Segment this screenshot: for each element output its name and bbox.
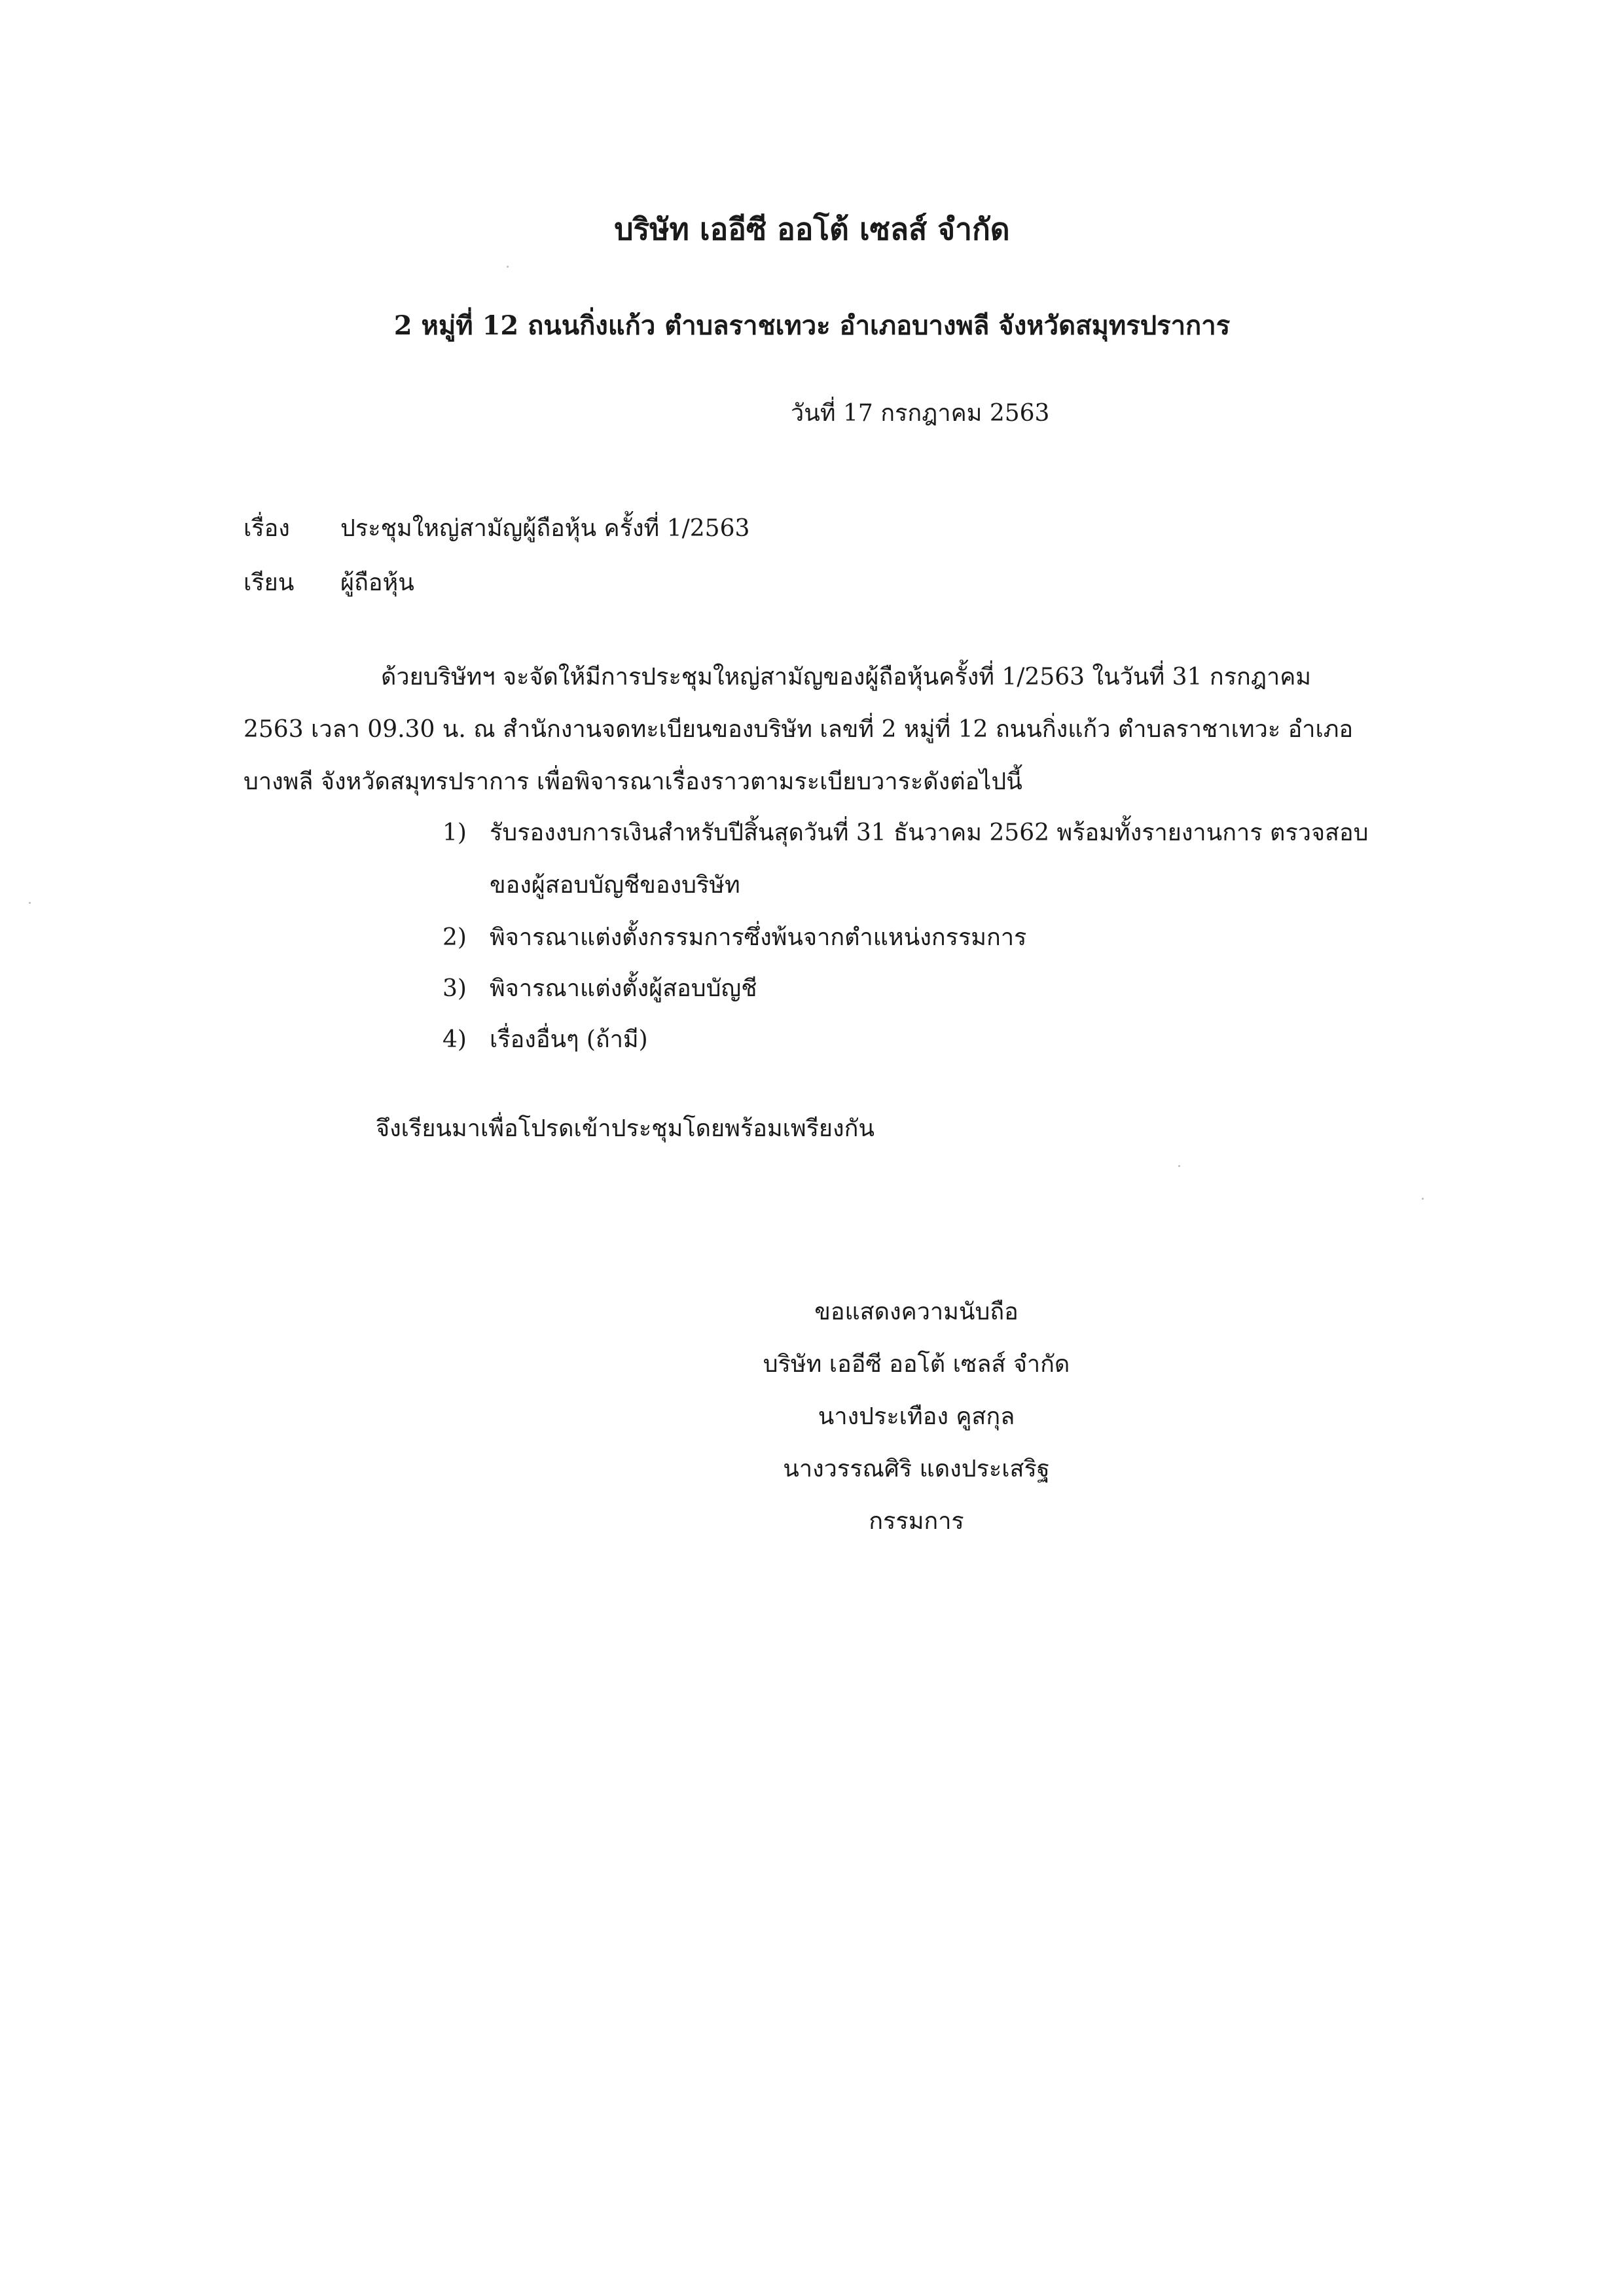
agenda-item-1-line-2: ของผู้สอบบัญชีของบริษัท xyxy=(490,872,740,899)
agenda-number-2: 2) xyxy=(442,924,467,951)
signature-position: กรรมการ xyxy=(869,1508,964,1535)
scan-speck xyxy=(1178,1165,1180,1167)
closing-text: จึงเรียนมาเพื่อโปรดเข้าประชุมโดยพร้อมเพรียงกัน xyxy=(376,1115,875,1142)
agenda-number-1: 1) xyxy=(442,819,467,846)
letter-date: วันที่ 17 กรกฎาคม 2563 xyxy=(791,400,1050,427)
to-label: เรียน xyxy=(244,569,295,596)
agenda-item-2: พิจารณาแต่งตั้งกรรมการซึ่งพ้นจากตำแหน่งกรรมการ xyxy=(490,924,1027,951)
subject-label: เรื่อง xyxy=(244,515,290,542)
body-line-1: ด้วยบริษัทฯ จะจัดให้มีการประชุมใหญ่สามัญของผู้ถือหุ้นครั้งที่ 1/2563 ในวันที่ 31 กรกฎาคม xyxy=(381,664,1312,691)
scan-speck xyxy=(507,266,509,268)
body-line-2: 2563 เวลา 09.30 น. ณ สำนักงานจดทะเบียนของบริษัท เลขที่ 2 หมู่ที่ 12 ถนนกิ่งแก้ว ตำบลราชาเทวะ อำเภอ xyxy=(244,716,1354,743)
scan-speck xyxy=(1422,1198,1424,1200)
company-address: 2 หมู่ที่ 12 ถนนกิ่งแก้ว ตำบลราชเทวะ อำเภอบางพลี จังหวัดสมุทรปราการ xyxy=(393,310,1231,341)
agenda-item-4: เรื่องอื่นๆ (ถ้ามี) xyxy=(490,1026,648,1053)
company-name: บริษัท เออีซี ออโต้ เซลส์ จำกัด xyxy=(614,211,1010,247)
agenda-item-3: พิจารณาแต่งตั้งผู้สอบบัญชี xyxy=(490,975,757,1002)
body-line-3: บางพลี จังหวัดสมุทรปราการ เพื่อพิจารณาเรื่องราวตามระเบียบวาระดังต่อไปนี้ xyxy=(244,768,1022,795)
agenda-number-4: 4) xyxy=(442,1026,467,1053)
signature-company: บริษัท เออีซี ออโต้ เซลส์ จำกัด xyxy=(763,1351,1070,1378)
signature-signer-1: นางประเทือง คูสกุล xyxy=(818,1403,1015,1430)
signature-signer-2: นางวรรณศิริ แดงประเสริฐ xyxy=(783,1456,1050,1482)
scan-speck xyxy=(29,902,31,904)
agenda-item-1-line-1: รับรองงบการเงินสำหรับปีสิ้นสุดวันที่ 31 ธันวาคม 2562 พร้อมทั้งรายงานการ ตรวจสอบ xyxy=(490,819,1369,846)
to-value: ผู้ถือหุ้น xyxy=(340,569,414,596)
signature-regards: ขอแสดงความนับถือ xyxy=(814,1299,1019,1325)
agenda-number-3: 3) xyxy=(442,975,467,1002)
subject-value: ประชุมใหญ่สามัญผู้ถือหุ้น ครั้งที่ 1/2563 xyxy=(340,515,750,542)
